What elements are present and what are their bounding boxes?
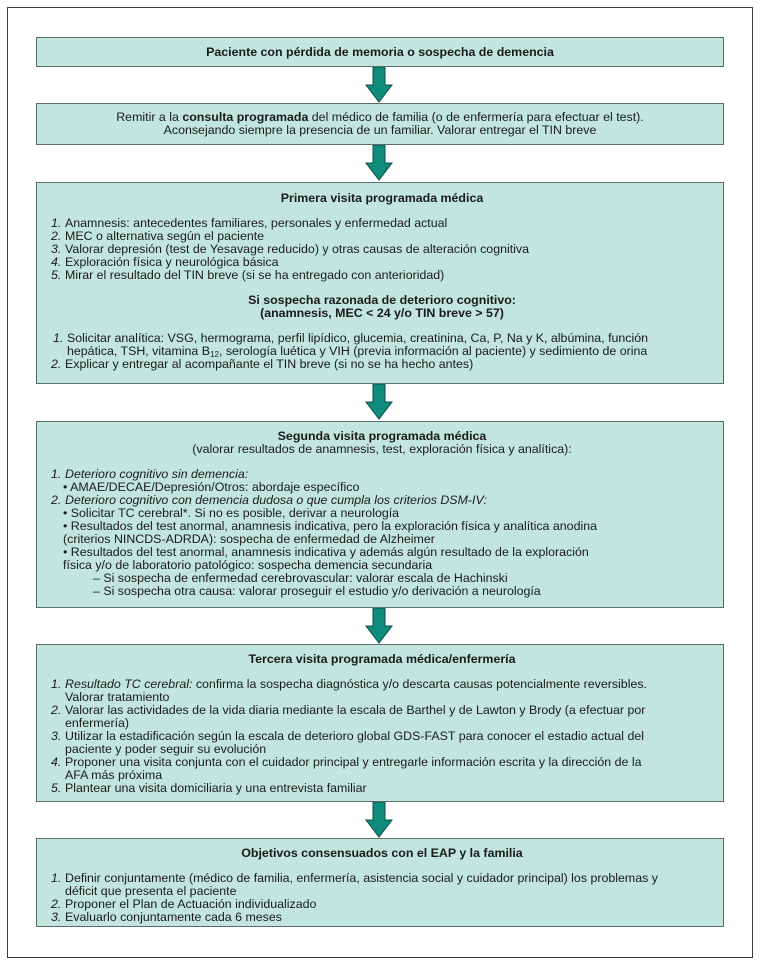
suspicion-item-1-line-2: hepática, TSH, vitamina $B_{12}$, serología luética y VIH (previa información al paciente) y sedimiento de orina <box>67 344 648 359</box>
suspicion-criteria: (anamnesis, MEC < 24 y/o TIN breve > 57) <box>260 306 504 320</box>
box-second-visit <box>36 421 724 608</box>
second-visit-subtitle: (valorar resultados de anamnesis, test, exploración física y analítica): <box>192 442 572 456</box>
first-visit-title: Primera visita programada médica <box>280 191 484 205</box>
arrow-5 <box>365 802 393 838</box>
second-visit-bullet-3b: física y/o de laboratorio patológico: sospecha demencia secundaria <box>63 558 433 572</box>
suspicion-title: Si sospecha razonada de deterioro cognitivo: <box>248 293 516 307</box>
third-visit-item-3: 3. Utilizar la estadificación según la escala de deterioro global GDS-FAST para conocer el estadio actual del paciente y poder seguir su evolución <box>51 729 645 756</box>
objectives-item-3: 3. Evaluarlo conjuntamente cada 6 meses <box>51 910 282 924</box>
first-visit-item-3: 3. Valorar depresión (test de Yesavage reducido) y otras causas de alteración cognitiva <box>51 242 530 256</box>
second-visit-item-1-bullet: • AMAE/DECAE/Depresión/Otros: abordaje específico <box>63 480 360 494</box>
suspicion-item-2: 2. Explicar y entregar al acompañante el TIN breve (si no se ha hecho antes) <box>51 357 474 371</box>
box-patient <box>36 37 724 67</box>
second-visit-dash-2: – Si sospecha otra causa: valorar proseguir el estudio y/o derivación a neurología <box>93 584 541 598</box>
third-visit-item-4: 4. Proponer una visita conjunta con el cuidador principal y entregarle información escrita y la dirección de la AFA más próxima <box>51 755 642 782</box>
referral-line-2: Aconsejando siempre la presencia de un familiar. Valorar entregar el TIN breve <box>163 123 597 137</box>
third-visit-item-1: 1. Resultado TC cerebral: confirma la sospecha diagnóstica y/o descarta causas potencialmente reversibles. Valorar tratamiento <box>51 677 647 704</box>
second-visit-dash-1: – Si sospecha de enfermedad cerebrovascular: valorar escala de Hachinski <box>93 571 508 585</box>
second-visit-bullet-2a: • Resultados del test anormal, anamnesis indicativa, pero la exploración física y analítica anodina <box>63 519 597 533</box>
arrow-1 <box>365 67 393 103</box>
box-patient-title: Paciente con pérdida de memoria o sospecha de demencia <box>206 45 554 59</box>
third-visit-item-2: 2. Valorar las actividades de la vida diaria mediante la escala de Barthel y de Lawton y Brody (a efectuar por enfermería) <box>51 703 646 730</box>
referral-line-1: Remitir a la consulta programada del médico de familia (o de enfermería para efectuar el test). <box>116 110 644 124</box>
second-visit-bullet-1: • Solicitar TC cerebral*. Si no es posible, derivar a neurología <box>63 506 400 520</box>
third-visit-item-5: 5. Plantear una visita domiciliaria y una entrevista familiar <box>51 781 367 795</box>
first-visit-item-5: 5. Mirar el resultado del TIN breve (si se ha entregado con anterioridad) <box>51 268 445 282</box>
box-objectives <box>36 838 724 927</box>
arrow-4 <box>365 608 393 644</box>
arrow-3 <box>365 384 393 420</box>
second-visit-bullet-2b: (criterios NINCDS-ADRDA): sospecha de enfermedad de Alzheimer <box>63 532 435 546</box>
objectives-item-1: 1. Definir conjuntamente (médico de familia, enfermería, asistencia social y cuidador principal) los problemas y déficit que presenta el paciente <box>51 871 658 898</box>
third-visit-title: Tercera visita programada médica/enfermería <box>248 652 516 666</box>
first-visit-item-4: 4. Exploración física y neurológica básica <box>51 255 279 269</box>
first-visit-item-2: 2. MEC o alternativa según el paciente <box>51 229 265 243</box>
objectives-item-2: 2. Proponer el Plan de Actuación individualizado <box>51 897 317 911</box>
suspicion-item-1: 1. Solicitar analítica: VSG, hermograma, perfil lipídico, glucemia, creatinina, Ca, P, Na y K, albúmina, función hepática, TSH, vitamina $B_{12}$, serología luética y VIH (previa información al paciente) y sedimiento de orina <box>51 332 713 358</box>
second-visit-item-2: 2. Deterioro cognitivo con demencia dudosa o que cumpla los criterios DSM-IV: <box>51 493 487 507</box>
box-third-visit <box>36 644 724 802</box>
box-first-visit <box>36 182 724 384</box>
second-visit-title: Segunda visita programada médica <box>277 429 487 443</box>
objectives-title: Objetivos consensuados con el EAP y la familia <box>241 846 523 860</box>
second-visit-bullet-3a: • Resultados del test anormal, anamnesis indicativa y además algún resultado de la exploración <box>63 545 589 559</box>
first-visit-item-1: 1. Anamnesis: antecedentes familiares, personales y enfermedad actual <box>51 216 448 230</box>
arrow-2 <box>365 145 393 181</box>
second-visit-item-1: 1. Deterioro cognitivo sin demencia: • AMAE/DECAE/Depresión/Otros: abordaje específico <box>51 468 713 494</box>
box-referral <box>36 103 724 145</box>
